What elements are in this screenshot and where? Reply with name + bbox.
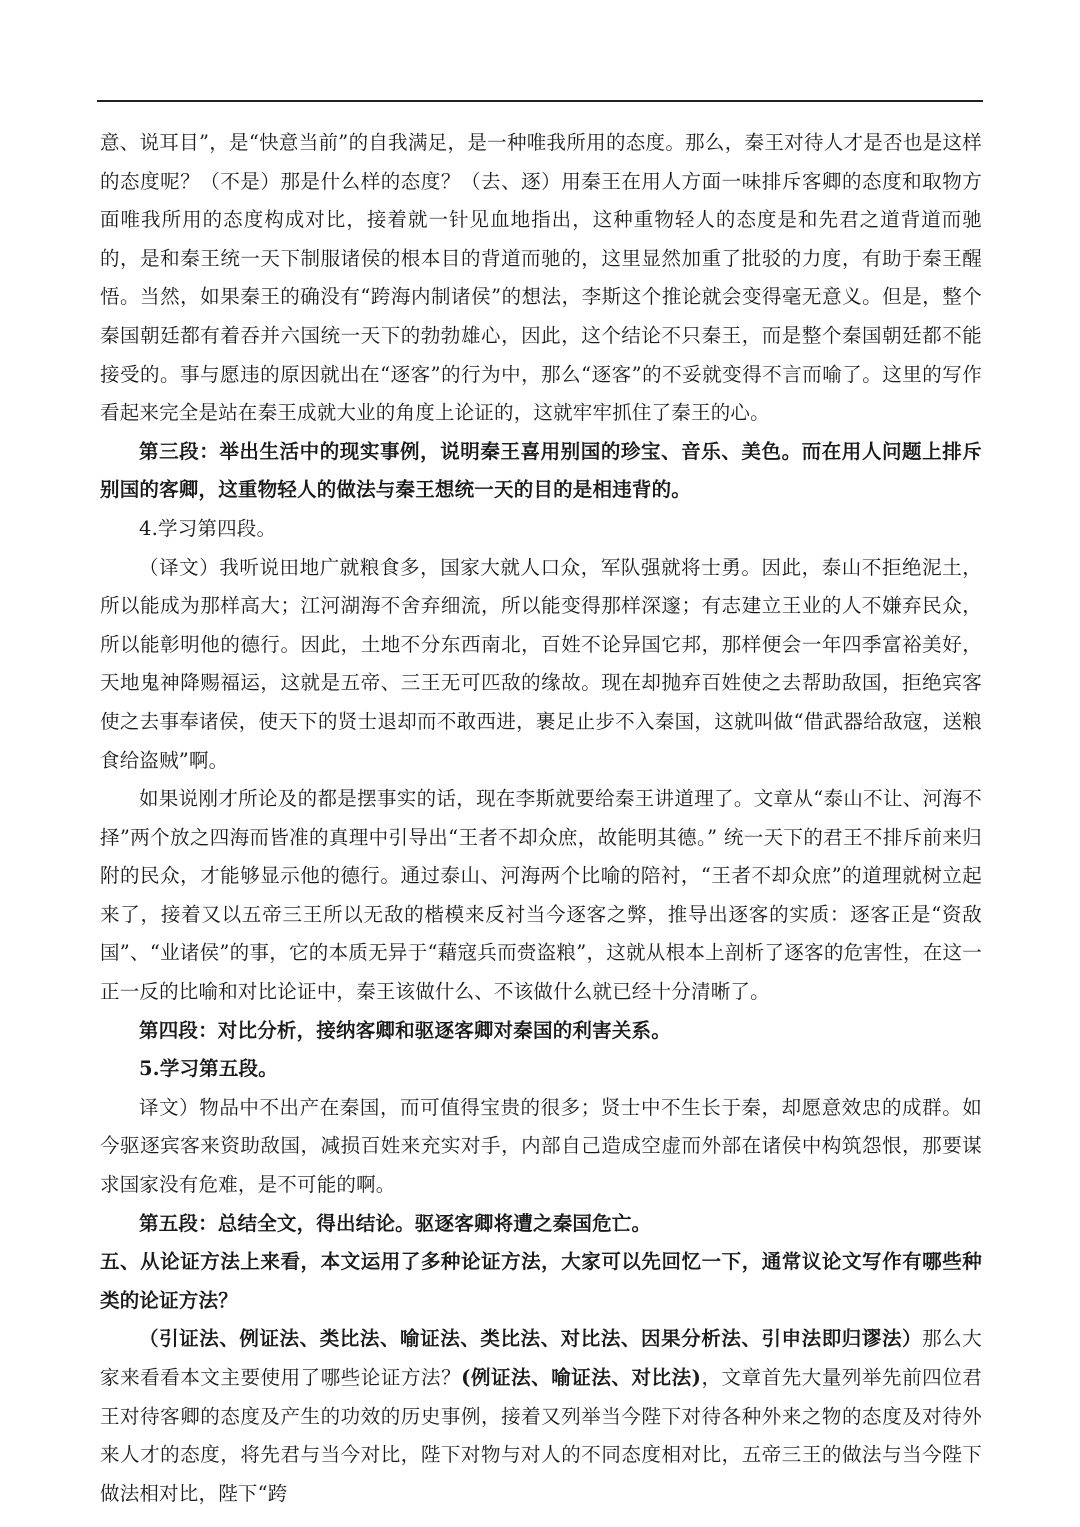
paragraph-reasoning-analysis: 如果说刚才所论及的都是摆事实的话，现在李斯就要给秦王讲道理了。文章从“泰山不让、河海不择”两个放之四海而皆准的真理中引导出“王者不却众庶，故能明其德。” 统一天下的君王不排斥前来归附的民众，才能够显示他的德行。通过泰山、河海两个比喻的陪衬，“王者不却众庶”的道理就树立起来了，接着又以五帝三王所以无敌的楷模来反衬当今逐客之弊，推导出逐客的实质：逐客正是“资敌国”、“业诸侯”的事，它的本质无异于“藉寇兵而赍盗粮”，这就从根本上剖析了逐客的危害性，在这一正一反的比喻和对比论证中，秦王该做什么、不该做什么就已经十分清晰了。 (100, 787, 982, 1004)
methods-answer: (例证法、喻证法、对比法) (461, 1366, 702, 1389)
paragraph-translation-4: （译文）我听说田地广就粮食多，国家大就人口众，军队强就将士勇。因此，泰山不拒绝泥土，所以能成为那样高大；江河湖海不舍弃细流，所以能变得那样深邃；有志建立王业的人不嫌弃民众，所以能彰明他的德行。因此，土地不分东西南北，百姓不论异国它邦，那样便会一年四季富裕美好，天地鬼神降赐福运，这就是五帝、三王无可匹敌的缘故。现在却抛弃百姓使之去帮助敌国，拒绝宾客使之去事奉诸侯，使天下的贤士退却而不敢西进，裹足止步不入秦国，这就叫做“借武器给敌寇，送粮食给盗贼”啊。 (100, 555, 982, 772)
paragraph-section5-summary: 第五段：总结全文，得出结论。驱逐客卿将遭之秦国危亡。 (139, 1211, 652, 1235)
heading-study-paragraph-5: 5.学习第五段。 (139, 1057, 278, 1081)
methods-question: 那么大家来看看本文主要使用了哪些论证方法？ (100, 1327, 982, 1389)
methods-explanation: ，文章首先大量列举先前四位君王对待客卿的态度及产生的功效的历史事例，接着又列举当今陛下对待各种外来之物的态度及对待外来人才的态度，将先君与当今对比，陛下对物与对人的不同态度相对比，五帝三王的做法与当今陛下做法相对比，陛下“跨 (100, 1366, 982, 1505)
header-rule (97, 100, 983, 102)
paragraph-section3-summary: 第三段：举出生活中的现实事例，说明秦王喜用别国的珍宝、音乐、美色。而在用人问题上排斥别国的客卿，这重物轻人的做法与秦王想统一天的目的是相违背的。 (100, 439, 982, 502)
paragraph-section4-summary: 第四段：对比分析，接纳客卿和驱逐客卿对秦国的利害关系。 (139, 1018, 671, 1042)
methods-list: （引证法、例证法、类比法、喻证法、类比法、对比法、因果分析法、引申法即归谬法） (139, 1327, 923, 1351)
document-body (100, 124, 982, 1513)
heading-study-paragraph-4: 4.学习第四段。 (139, 516, 277, 540)
paragraph-methods-discussion (100, 1320, 982, 1513)
heading-section-five-methods: 五、从论证方法上来看，本文运用了多种论证方法，大家可以先回忆一下，通常议论文写作有哪些种类的论证方法？ (100, 1250, 982, 1312)
paragraph-translation-5: 译文）物品中不出产在秦国，而可值得宝贵的很多；贤士中不生长于秦，却愿意效忠的成群。如今驱逐宾客来资助敌国，减损百姓来充实对手，内部自己造成空虚而外部在诸侯中构筑怨恨，那要谋求国家没有危难，是不可能的啊。 (100, 1095, 982, 1197)
paragraph-argument-analysis: 意、说耳目”，是“快意当前”的自我满足，是一种唯我所用的态度。那么，秦王对待人才是否也是这样的态度呢？（不是）那是什么样的态度？（去、逐）用秦王在用人方面一味排斥客卿的态度和取物方面唯我所用的态度构成对比，接着就一针见血地指出，这种重物轻人的态度是和先君之道背道而驰的，是和秦王统一天下制服诸侯的根本目的背道而驰的，这里显然加重了批驳的力度，有助于秦王醒悟。当然，如果秦王的确没有“跨海内制诸侯”的想法，李斯这个推论就会变得毫无意义。但是，整个秦国朝廷都有着吞并六国统一天下的勃勃雄心，因此，这个结论不只秦王，而是整个秦国朝廷都不能接受的。事与愿违的原因就出在“逐客”的行为中，那么“逐客”的不妥就变得不言而喻了。这里的写作看起来完全是站在秦王成就大业的角度上论证的，这就牢牢抓住了秦王的心。 (100, 131, 982, 425)
